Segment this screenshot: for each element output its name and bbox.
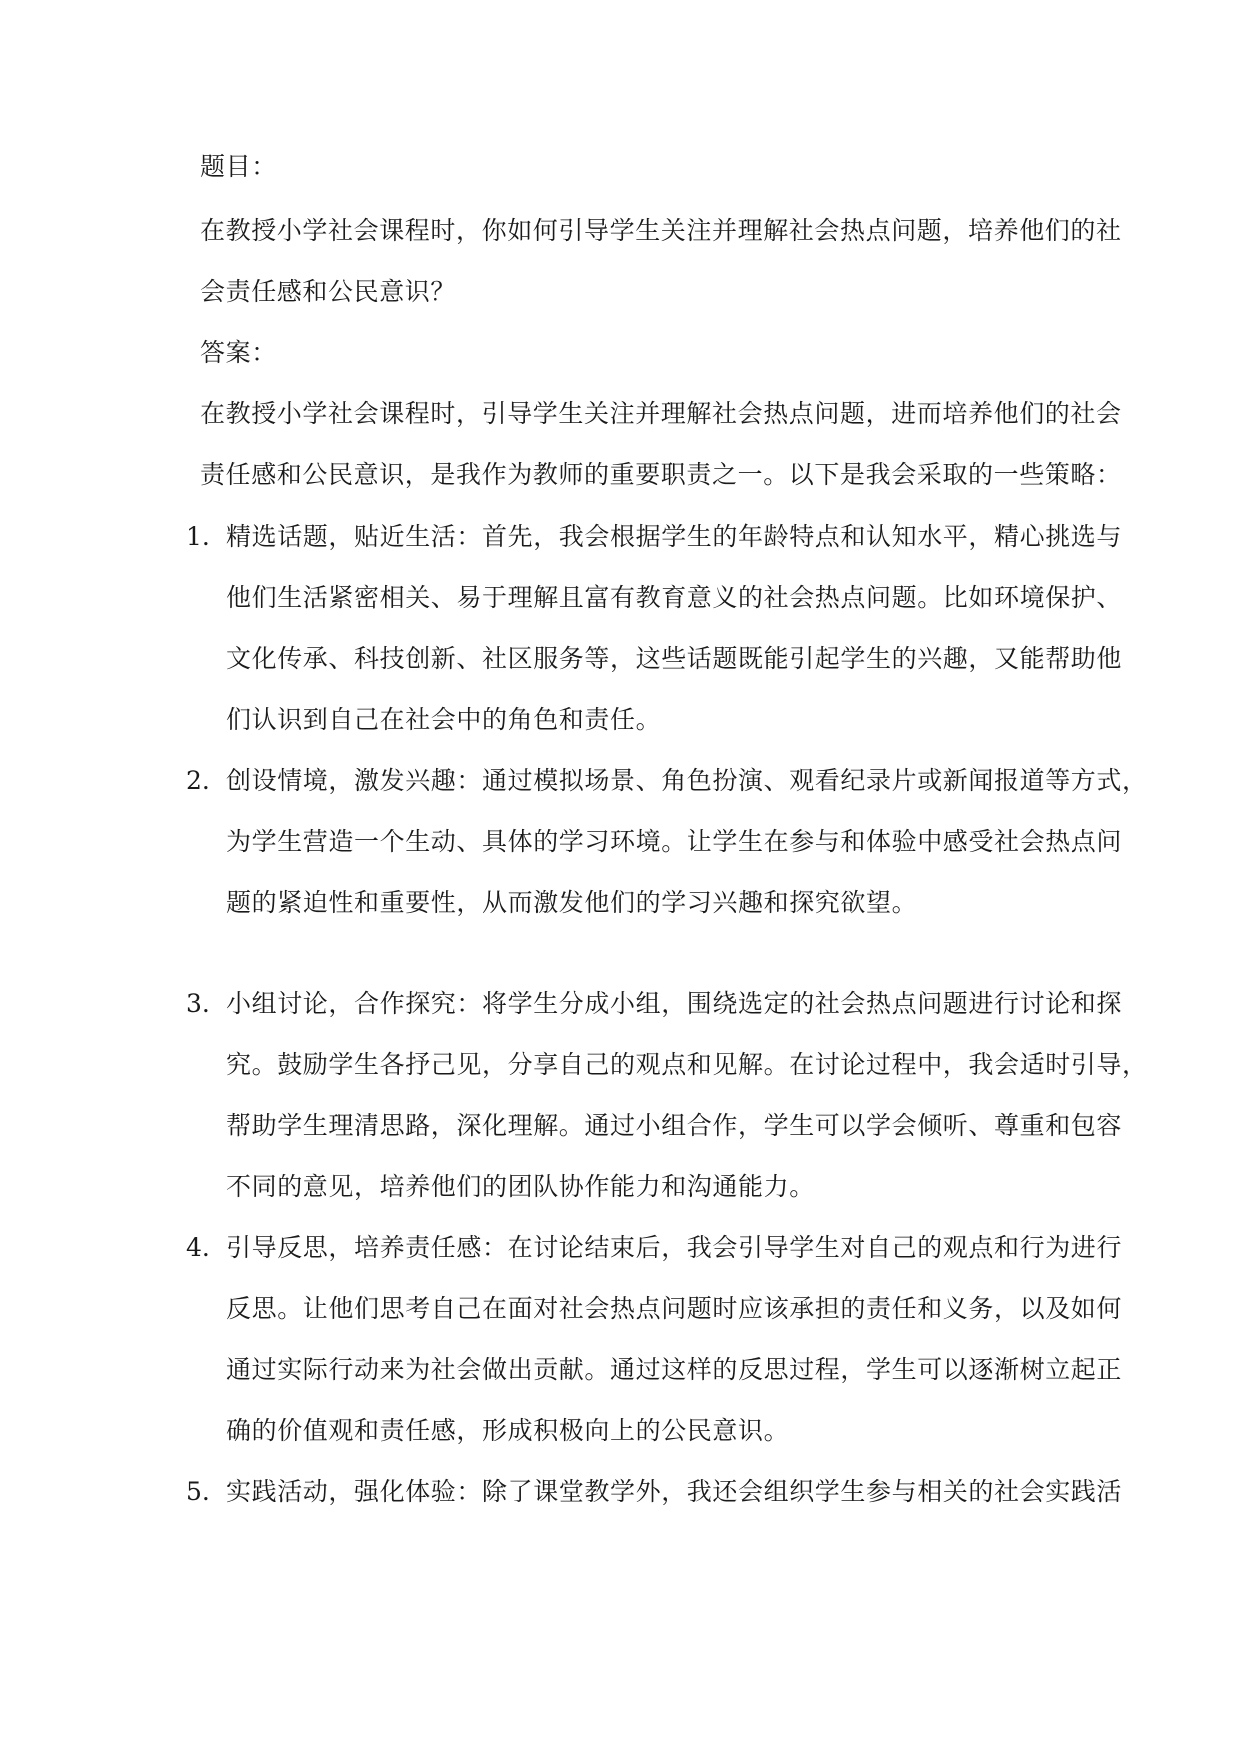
list-item-line: 创设情境，激发兴趣：通过模拟场景、角色扮演、观看纪录片或新闻报道等方式， <box>226 766 1148 795</box>
question-line: 在教授小学社会课程时，你如何引导学生关注并理解社会热点问题，培养他们的社 <box>200 216 1122 245</box>
list-item-line: 题的紧迫性和重要性，从而激发他们的学习兴趣和探究欲望。 <box>226 888 918 917</box>
list-item-line: 小组讨论，合作探究：将学生分成小组，围绕选定的社会热点问题进行讨论和探 <box>226 989 1123 1018</box>
list-item-line: 不同的意见，培养他们的团队协作能力和沟通能力。 <box>226 1172 815 1201</box>
list-item-line: 帮助学生理清思路，深化理解。通过小组合作，学生可以学会倾听、尊重和包容 <box>226 1111 1123 1140</box>
list-item-line: 引导反思，培养责任感：在讨论结束后，我会引导学生对自己的观点和行为进行 <box>226 1233 1123 1262</box>
list-item-number: 1. <box>186 522 210 551</box>
list-item-line: 究。鼓励学生各抒己见，分享自己的观点和见解。在讨论过程中，我会适时引导， <box>226 1050 1148 1079</box>
list-item-number: 5. <box>186 1477 210 1506</box>
list-item-number: 2. <box>186 766 210 795</box>
list-item-line: 文化传承、科技创新、社区服务等，这些话题既能引起学生的兴趣，又能帮助他 <box>226 644 1123 673</box>
answer-label: 答案： <box>200 338 277 367</box>
list-item-line: 实践活动，强化体验：除了课堂教学外，我还会组织学生参与相关的社会实践活 <box>226 1477 1123 1506</box>
list-item-line: 精选话题，贴近生活：首先，我会根据学生的年龄特点和认知水平，精心挑选与 <box>226 522 1123 551</box>
list-item-number: 3. <box>186 989 210 1018</box>
question-label: 题目： <box>200 152 277 181</box>
list-item-line: 确的价值观和责任感，形成积极向上的公民意识。 <box>226 1416 790 1445</box>
intro-line: 责任感和公民意识，是我作为教师的重要职责之一。以下是我会采取的一些策略： <box>200 460 1122 489</box>
list-item-line: 通过实际行动来为社会做出贡献。通过这样的反思过程，学生可以逐渐树立起正 <box>226 1355 1123 1384</box>
list-item-line: 反思。让他们思考自己在面对社会热点问题时应该承担的责任和义务，以及如何 <box>226 1294 1123 1323</box>
list-item-line: 们认识到自己在社会中的角色和责任。 <box>226 705 662 734</box>
list-item-line: 为学生营造一个生动、具体的学习环境。让学生在参与和体验中感受社会热点问 <box>226 827 1123 856</box>
list-item-line: 他们生活紧密相关、易于理解且富有教育意义的社会热点问题。比如环境保护、 <box>226 583 1123 612</box>
question-line: 会责任感和公民意识？ <box>200 277 457 306</box>
intro-line: 在教授小学社会课程时，引导学生关注并理解社会热点问题，进而培养他们的社会 <box>200 399 1122 428</box>
list-item-number: 4. <box>186 1233 210 1262</box>
